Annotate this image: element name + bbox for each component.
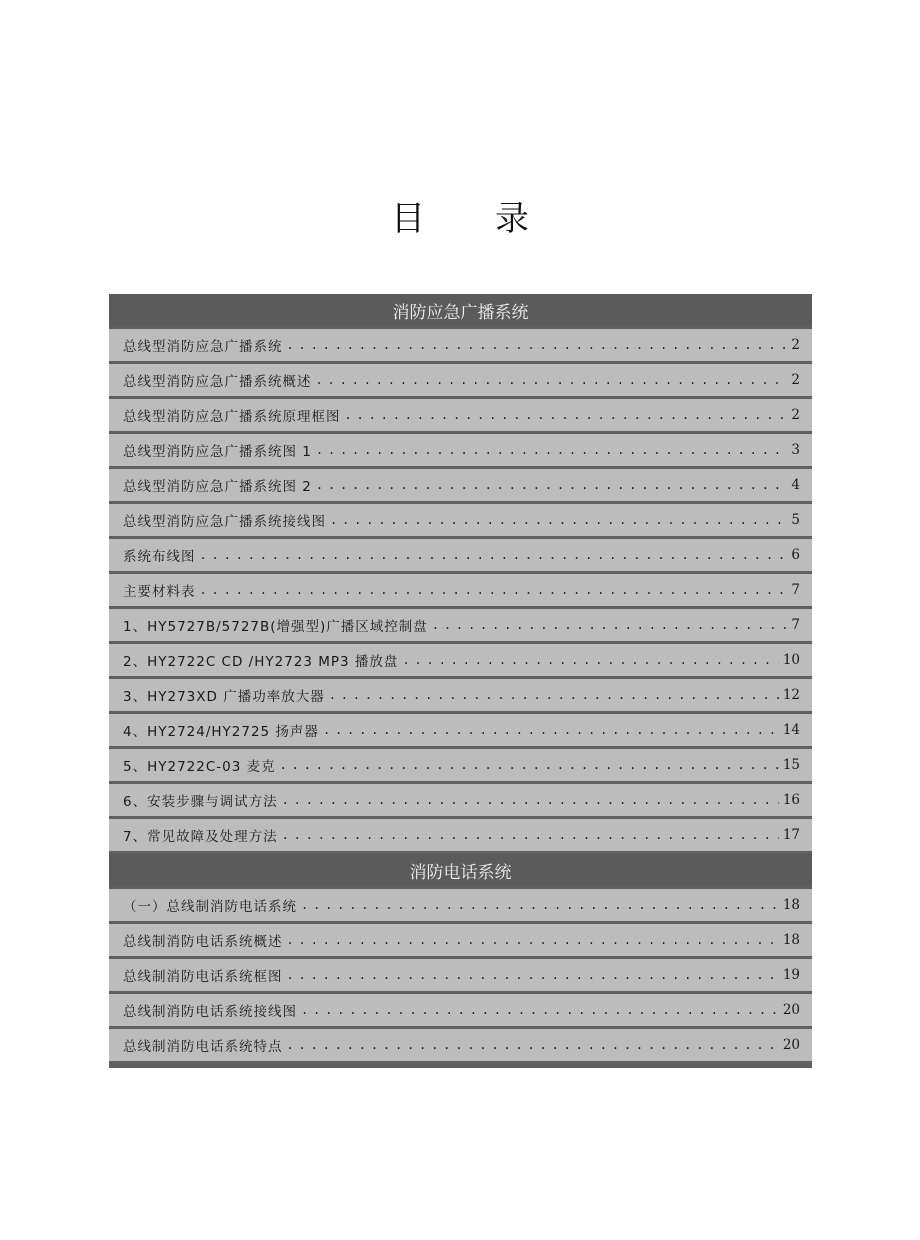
- toc-entry-page-number: 2: [791, 372, 800, 388]
- toc-entry-label: 系统布线图: [123, 549, 196, 565]
- toc-entry-label: 主要材料表: [123, 584, 196, 600]
- dot-leader: [402, 653, 778, 667]
- toc-entry-label: 总线型消防应急广播系统图 1: [123, 444, 312, 460]
- dot-leader: [316, 478, 788, 492]
- toc-entry-page-number: 19: [782, 967, 800, 983]
- toc-entry-page-number: 18: [782, 932, 800, 948]
- dot-leader: [432, 618, 788, 632]
- toc-entry[interactable]: [109, 889, 812, 921]
- dot-leader: [345, 408, 788, 422]
- toc-entry[interactable]: [109, 329, 812, 361]
- toc-entry-label: 总线制消防电话系统框图: [123, 969, 283, 985]
- toc-entry-label: 6、安装步骤与调试方法: [123, 794, 278, 810]
- toc-entry-label: 总线型消防应急广播系统图 2: [123, 479, 312, 495]
- dot-leader: [287, 933, 779, 947]
- title-char-2: 录: [495, 198, 529, 239]
- dot-leader: [282, 828, 779, 842]
- dot-leader: [280, 758, 779, 772]
- toc-entry-label: 总线型消防应急广播系统接线图: [123, 514, 326, 530]
- toc-entry[interactable]: [109, 924, 812, 956]
- toc-entry-label: 1、HY5727B/5727B(增强型)广播区域控制盘: [123, 619, 428, 635]
- toc-entry-label: 总线型消防应急广播系统原理框图: [123, 409, 341, 425]
- dot-leader: [287, 1038, 779, 1052]
- toc-entry[interactable]: [109, 364, 812, 396]
- toc-entry-page-number: 2: [791, 407, 800, 423]
- table-of-contents: [109, 294, 812, 1068]
- toc-entry-label: 4、HY2724/HY2725 扬声器: [123, 724, 319, 740]
- toc-entry-page-number: 20: [782, 1037, 800, 1053]
- dot-leader: [316, 373, 788, 387]
- dot-leader: [301, 898, 779, 912]
- toc-entry-page-number: 6: [791, 547, 800, 563]
- toc-entry[interactable]: [109, 644, 812, 676]
- toc-entry-page-number: 16: [782, 792, 800, 808]
- toc-entry-page-number: 14: [782, 722, 800, 738]
- toc-entry-label: 总线型消防应急广播系统: [123, 339, 283, 355]
- toc-entry-label: 总线制消防电话系统概述: [123, 934, 283, 950]
- toc-entry[interactable]: [109, 994, 812, 1026]
- toc-entry[interactable]: [109, 399, 812, 431]
- toc-entry-label: 5、HY2722C-03 麦克: [123, 759, 276, 775]
- dot-leader: [301, 1003, 779, 1017]
- toc-entry-label: 3、HY273XD 广播功率放大器: [123, 689, 325, 705]
- toc-entry[interactable]: [109, 504, 812, 536]
- toc-entry[interactable]: [109, 749, 812, 781]
- toc-entry[interactable]: [109, 539, 812, 571]
- toc-entry-label: 2、HY2722C CD /HY2723 MP3 播放盘: [123, 654, 399, 670]
- toc-entry[interactable]: [109, 819, 812, 851]
- dot-leader: [287, 968, 779, 982]
- toc-entry-page-number: 7: [791, 617, 800, 633]
- dot-leader: [282, 793, 779, 807]
- dot-leader: [287, 338, 788, 352]
- toc-entry[interactable]: [109, 434, 812, 466]
- toc-entry-label: 总线型消防应急广播系统概述: [123, 374, 312, 390]
- toc-entry-page-number: 4: [791, 477, 800, 493]
- toc-entry-label: 总线制消防电话系统特点: [123, 1039, 283, 1055]
- dot-leader: [323, 723, 779, 737]
- dot-leader: [316, 443, 788, 457]
- toc-entry-label: 7、常见故障及处理方法: [123, 829, 278, 845]
- toc-entry-page-number: 12: [782, 687, 800, 703]
- section-header: 消防电话系统: [109, 854, 812, 886]
- title-char-1: 目: [391, 198, 425, 239]
- dot-leader: [200, 548, 788, 562]
- toc-entry-page-number: 3: [791, 442, 800, 458]
- toc-entry-page-number: 10: [782, 652, 800, 668]
- toc-entry[interactable]: [109, 609, 812, 641]
- toc-entry[interactable]: [109, 679, 812, 711]
- toc-entry-label: 总线制消防电话系统接线图: [123, 1004, 297, 1020]
- toc-entry[interactable]: [109, 469, 812, 501]
- toc-entry-label: （一）总线制消防电话系统: [123, 899, 297, 915]
- toc-entry-page-number: 15: [782, 757, 800, 773]
- toc-entry[interactable]: [109, 959, 812, 991]
- dot-leader: [329, 688, 779, 702]
- dot-leader: [330, 513, 787, 527]
- toc-entry-page-number: 2: [791, 337, 800, 353]
- toc-entry-page-number: 20: [782, 1002, 800, 1018]
- toc-entry[interactable]: [109, 574, 812, 606]
- toc-entry-page-number: 18: [782, 897, 800, 913]
- toc-entry[interactable]: [109, 714, 812, 746]
- section-header: 消防应急广播系统: [109, 294, 812, 326]
- toc-entry-page-number: 7: [791, 582, 800, 598]
- page-title: [0, 190, 920, 240]
- toc-entry-page-number: 5: [791, 512, 800, 528]
- dot-leader: [200, 583, 788, 597]
- toc-entry[interactable]: [109, 1029, 812, 1061]
- toc-entry-page-number: 17: [782, 827, 800, 843]
- toc-entry[interactable]: [109, 784, 812, 816]
